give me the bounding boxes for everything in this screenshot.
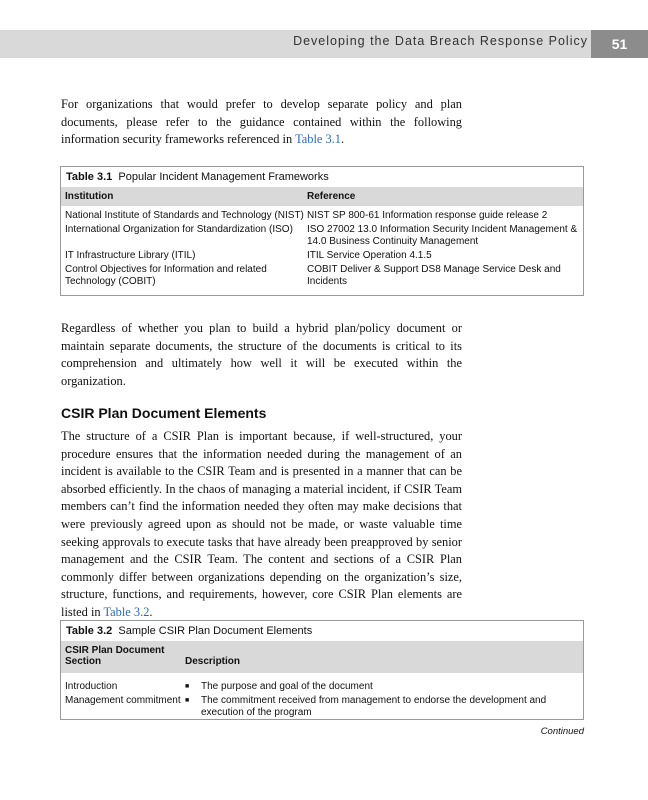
table-caption: Table 3.1 Popular Incident Management Frameworks [66, 171, 329, 183]
table-cell: National Institute of Standards and Technology (NIST) [65, 210, 304, 221]
table-cell: Introduction [65, 681, 118, 692]
bullet-icon: ■ [185, 683, 190, 690]
table-row [61, 681, 583, 693]
table-row [61, 264, 583, 288]
table-row [61, 250, 583, 262]
table-row [61, 210, 583, 222]
column-header: Institution [65, 191, 114, 202]
csir-structure-paragraph: The structure of a CSIR Plan is important because, if well-structured, your procedure ensures that the information needed during the management of an incident is available to the CSIR Team and is presented in a manner that can be absorbed efficiently. In the chaos of managing a material incident, if CSIR Team members can’t find the information needed they often may make decisions that were previously agreed upon as should not be made, or waste valuable time seeking approvals to execute tasks that have already been preapproved by senior management and the CSIR Team. The content and sections of a CSIR Plan commonly differ between organizations depending on the organization’s size, structure, functions, and requirements, however, core CSIR Plan elements are listed in Table 3.2. [61, 429, 462, 619]
table-cell: International Organization for Standardization (ISO) [65, 224, 293, 235]
intro-paragraph: For organizations that would prefer to develop separate policy and plan documents, please refer to the guidance contained within the following information security frameworks referenced in Table 3.1. [61, 97, 462, 147]
table-3-1-link[interactable]: Table 3.1 [295, 132, 342, 147]
column-header: CSIR Plan Document Section [65, 645, 165, 667]
table-cell: Control Objectives for Information and related Technology (COBIT) [65, 264, 267, 287]
bullet-icon: ■ [185, 697, 190, 704]
structure-paragraph: Regardless of whether you plan to build a hybrid plan/policy document or maintain separate documents, the structure of the documents is critical to its comprehension and ultimately how well it will be executed within the organization. [61, 321, 462, 388]
running-header-title: Developing the Data Breach Response Policy [293, 34, 588, 48]
table-cell: Management commitment [65, 695, 181, 706]
table-cell: ■ The commitment received from management to endorse the development and execution of the program [185, 695, 547, 718]
table-3-2-link[interactable]: Table 3.2 [103, 604, 150, 619]
table-header-row [61, 641, 583, 673]
section-heading: CSIR Plan Document Elements [61, 405, 267, 421]
table-cell: IT Infrastructure Library (ITIL) [65, 250, 196, 261]
table-row [61, 224, 583, 248]
column-header: Description [185, 656, 241, 667]
table-header-row [61, 187, 583, 206]
table-3-1 [60, 166, 584, 296]
column-header: Reference [307, 191, 356, 202]
table-cell: ■ The purpose and goal of the document [185, 681, 373, 692]
table-caption: Table 3.2 Sample CSIR Plan Document Elements [66, 625, 313, 637]
table-row [61, 695, 583, 719]
table-cell: NIST SP 800-61 Information response guide release 2 [307, 210, 548, 221]
continued-label: Continued [540, 726, 584, 737]
table-3-2 [60, 620, 584, 720]
table-cell: ISO 27002 13.0 Information Security Incident Management & 14.0 Business Continuity Management [307, 224, 578, 247]
table-cell: COBIT Deliver & Support DS8 Manage Service Desk and Incidents [307, 264, 561, 287]
table-cell: ITIL Service Operation 4.1.5 [307, 250, 432, 261]
page-number: 51 [591, 30, 648, 58]
